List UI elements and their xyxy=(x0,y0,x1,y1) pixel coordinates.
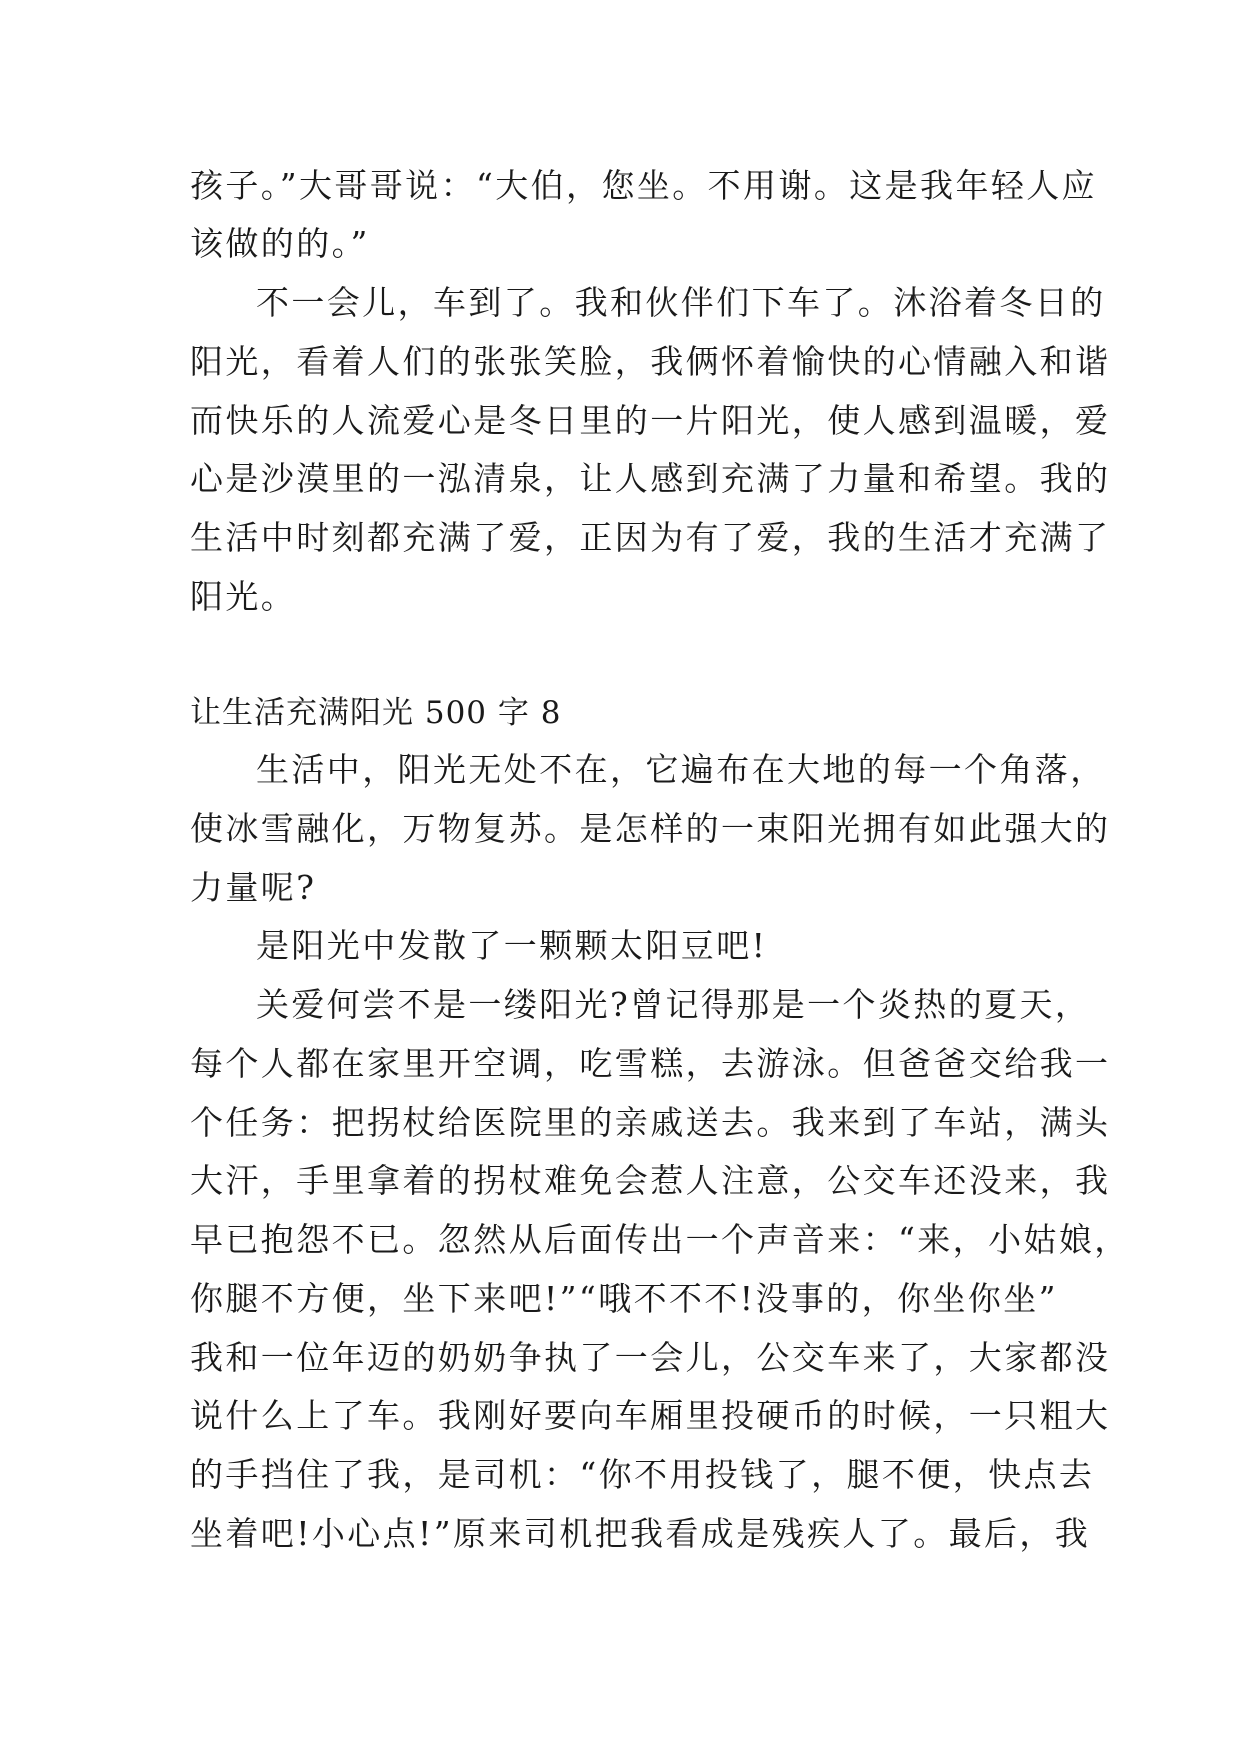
text-line: 生活中，阳光无处不在，它遍布在大地的每一个角落， xyxy=(256,750,1106,789)
text-line: 每个人都在家里开空调，吃雪糕，去游泳。但爸爸交给我一 xyxy=(190,1044,1111,1083)
text-line: 你腿不方便，坐下来吧!”“哦不不不!没事的，你坐你坐” xyxy=(190,1279,1058,1318)
text-line: 我和一位年迈的奶奶争执了一会儿，公交车来了，大家都没 xyxy=(190,1338,1111,1377)
text-line: 不一会儿，车到了。我和伙伴们下车了。沐浴着冬日的 xyxy=(256,283,1106,322)
text-line: 阳光，看着人们的张张笑脸，我俩怀着愉快的心情融入和谐 xyxy=(190,342,1111,381)
text-line: 说什么上了车。我刚好要向车厢里投硬币的时候，一只粗大 xyxy=(190,1396,1111,1435)
text-line: 是阳光中发散了一颗颗太阳豆吧! xyxy=(256,926,768,965)
section-title: 让生活充满阳光 500 字 8 xyxy=(190,695,562,731)
text-line: 而快乐的人流爱心是冬日里的一片阳光，使人感到温暖，爱 xyxy=(190,401,1111,440)
text-line: 坐着吧!小心点!”原来司机把我看成是残疾人了。最后，我 xyxy=(190,1514,1091,1553)
text-line: 心是沙漠里的一泓清泉，让人感到充满了力量和希望。我的 xyxy=(190,459,1111,498)
text-line: 的手挡住了我，是司机：“你不用投钱了，腿不便，快点去 xyxy=(190,1455,1095,1494)
text-line: 阳光。 xyxy=(190,577,297,616)
text-line: 该做的的。” xyxy=(190,224,370,263)
text-line: 大汗，手里拿着的拐杖难免会惹人注意，公交车还没来，我 xyxy=(190,1161,1111,1200)
text-line: 早已抱怨不已。忽然从后面传出一个声音来：“来，小姑娘， xyxy=(190,1220,1130,1259)
text-line: 力量呢? xyxy=(190,868,317,907)
text-line: 生活中时刻都充满了爱，正因为有了爱，我的生活才充满了 xyxy=(190,518,1111,557)
text-line: 使冰雪融化，万物复苏。是怎样的一束阳光拥有如此强大的 xyxy=(190,809,1111,848)
text-line: 孩子。”大哥哥说：“大伯，您坐。不用谢。这是我年轻人应 xyxy=(190,166,1098,205)
text-line: 关爱何尝不是一缕阳光?曾记得那是一个炎热的夏天， xyxy=(256,985,1091,1024)
text-line: 个任务：把拐杖给医院里的亲戚送去。我来到了车站，满头 xyxy=(190,1103,1111,1142)
